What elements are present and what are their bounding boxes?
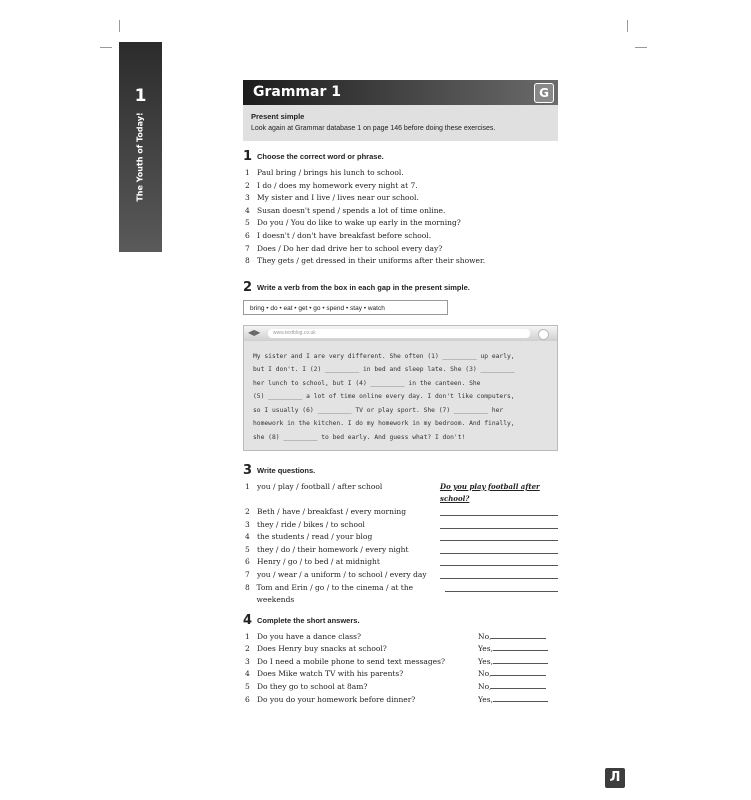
list-item [243, 255, 558, 268]
exercise-number: 3 [243, 462, 253, 478]
list-item [243, 243, 558, 256]
item-left [243, 519, 365, 532]
short-answer [478, 656, 558, 669]
item-number: 8 [245, 256, 250, 266]
page-title: Grammar 1 [253, 84, 341, 100]
item-number: 3 [245, 656, 250, 666]
short-answer [478, 668, 558, 681]
item-number: 7 [245, 569, 250, 579]
item-number: 6 [245, 230, 250, 240]
exercise-2-heading [243, 280, 558, 295]
list-item [243, 631, 558, 644]
crop-mark [100, 47, 112, 48]
item-number: 6 [245, 694, 250, 704]
unit-sidebar [119, 42, 162, 252]
item-text: Does Mike watch TV with his parents? [257, 669, 404, 679]
answer-prefix: No, [478, 631, 492, 641]
item-left [243, 531, 372, 544]
intro-description: Look again at Grammar database 1 on page 146 before doing these exercises. [251, 125, 496, 132]
answer-prefix: No, [478, 669, 492, 679]
item-text: Do I need a mobile phone to send text messages? [257, 656, 445, 666]
answer-blank [493, 650, 548, 651]
item-text: I do / does my homework every night at 7. [257, 180, 418, 190]
answer-blank [493, 701, 548, 702]
browser-toolbar [244, 326, 557, 341]
short-answer [478, 681, 558, 694]
blog-line: but I don't. I (2) _________ in bed and sleep late. She (3) _________ [253, 366, 515, 374]
list-item [243, 167, 558, 180]
exercise-4-heading [243, 613, 558, 628]
list-item [243, 643, 558, 656]
item-text: My sister and I live / lives near our school. [257, 193, 419, 203]
answer-blank [491, 638, 546, 639]
item-text: you / wear / a uniform / to school / every day [257, 569, 427, 579]
blog-browser-window [243, 325, 558, 451]
blog-text [253, 350, 551, 445]
list-item [243, 192, 558, 205]
item-text: you / play / football / after school [257, 481, 383, 491]
answer-line [445, 582, 558, 592]
word-box: bring • do • eat • get • go • spend • stay • watch [243, 300, 448, 315]
crop-mark [119, 20, 120, 32]
item-number: 6 [245, 557, 250, 567]
item-number: 2 [245, 644, 250, 654]
item-text: Does Henry buy snacks at school? [257, 644, 387, 654]
publisher-logo: Л [605, 768, 625, 788]
answer-blank [493, 663, 548, 664]
list-item [243, 180, 558, 193]
answer-line [440, 519, 558, 529]
grammar-badge-icon: G [534, 83, 554, 103]
item-number: 7 [245, 243, 250, 253]
url-bar: www.textblog.co.uk [268, 329, 530, 338]
exercise-instruction: Write a verb from the box in each gap in the present simple. [257, 282, 470, 292]
exercise-4-items [243, 631, 558, 707]
list-item [243, 582, 558, 607]
item-number: 4 [245, 205, 250, 215]
item-text: They gets / get dressed in their uniforms after their shower. [257, 256, 486, 266]
item-left [243, 556, 380, 569]
exercise-number: 4 [243, 612, 253, 628]
list-item [243, 656, 558, 669]
blog-line: (5) _________ a lot of time online every day. I don't like computers, [253, 393, 515, 401]
example-answer: Do you play football after school? [440, 481, 540, 504]
unit-title: The Youth of Today! [135, 112, 145, 202]
item-number: 2 [245, 506, 250, 516]
grammar-header [243, 80, 558, 105]
list-item [243, 668, 558, 681]
short-answer [478, 694, 558, 707]
item-number: 1 [245, 631, 250, 641]
blog-line: she (8) _________ to bed early. And guess what? I don't! [253, 433, 466, 441]
blog-line: her lunch to school, but I (4) _________ in the canteen. She [253, 379, 481, 387]
crop-mark [627, 20, 628, 32]
item-number: 5 [245, 544, 250, 554]
list-item [243, 217, 558, 230]
list-item [243, 569, 558, 582]
crop-mark [635, 47, 647, 48]
answer-line [440, 531, 558, 541]
exercise-number: 2 [243, 279, 253, 295]
list-item [243, 531, 558, 544]
item-left [243, 569, 427, 582]
item-text: Henry / go / to bed / at midnight [257, 557, 380, 567]
item-text: Do you / You do like to wake up early in the morning? [257, 218, 461, 228]
item-number: 4 [245, 669, 250, 679]
list-item [243, 556, 558, 569]
item-text: they / ride / bikes / to school [257, 519, 365, 529]
exercise-3-heading [243, 463, 558, 478]
exercise-number: 1 [243, 149, 253, 164]
item-text: Do you have a dance class? [257, 631, 362, 641]
list-item [243, 694, 558, 707]
answer-prefix: Yes, [478, 656, 493, 666]
item-left [243, 506, 406, 519]
item-number: 8 [245, 582, 250, 592]
item-text: Susan doesn't spend / spends a lot of time online. [257, 205, 446, 215]
item-text: Does / Do her dad drive her to school every day? [257, 243, 443, 253]
list-item [243, 481, 558, 506]
item-number: 3 [245, 519, 250, 529]
intro-title: Present simple [251, 112, 305, 121]
item-number: 3 [245, 193, 250, 203]
list-item [243, 230, 558, 243]
item-text: the students / read / your blog [257, 532, 373, 542]
browser-button-icon [538, 329, 549, 340]
answer-prefix: Yes, [478, 644, 493, 654]
grammar-page [243, 80, 558, 706]
item-text: I doesn't / don't have breakfast before school. [257, 230, 432, 240]
item-text: they / do / their homework / every night [257, 544, 409, 554]
short-answer [478, 643, 558, 656]
item-number: 1 [245, 481, 250, 491]
item-left [243, 544, 409, 557]
item-text: Do you do your homework before dinner? [257, 694, 416, 704]
answer-line [440, 556, 558, 566]
answer-line [440, 569, 558, 579]
exercise-instruction: Write questions. [257, 465, 316, 475]
answer-blank [491, 688, 546, 689]
answer-prefix: No, [478, 682, 492, 692]
exercise-instruction: Complete the short answers. [257, 615, 360, 625]
blog-line: so I usually (6) _________ TV or play sport. She (7) _________ her [253, 406, 504, 414]
short-answer [478, 631, 558, 644]
item-left [243, 481, 382, 506]
list-item [243, 506, 558, 519]
list-item [243, 544, 558, 557]
item-number: 5 [245, 218, 250, 228]
item-left [243, 582, 445, 607]
item-text: Tom and Erin / go / to the cinema / at the weekends [256, 582, 414, 605]
list-item [243, 205, 558, 218]
exercise-1-items [243, 167, 558, 268]
nav-arrows-icon: ◀▶ [248, 327, 261, 337]
item-number: 2 [245, 180, 250, 190]
exercise-instruction: Choose the correct word or phrase. [257, 152, 384, 161]
item-text: Do they go to school at 8am? [257, 682, 368, 692]
list-item [243, 519, 558, 532]
item-number: 5 [245, 682, 250, 692]
answer-line [440, 506, 558, 516]
answer-prefix: Yes, [478, 694, 493, 704]
answer-line [440, 544, 558, 554]
list-item [243, 681, 558, 694]
blog-line: homework in the kitchen. I do my homework in my bedroom. And finally, [253, 420, 515, 428]
answer-blank [491, 675, 546, 676]
intro-box [243, 105, 558, 141]
item-number: 4 [245, 532, 250, 542]
blog-line: My sister and I are very different. She often (1) _________ up early, [253, 352, 515, 360]
unit-number: 1 [134, 86, 147, 106]
item-text: Paul bring / brings his lunch to school. [257, 168, 404, 177]
exercise-1-heading [243, 149, 558, 164]
item-number: 1 [245, 168, 250, 177]
item-text: Beth / have / breakfast / every morning [257, 506, 407, 516]
exercise-3-items [243, 481, 558, 607]
